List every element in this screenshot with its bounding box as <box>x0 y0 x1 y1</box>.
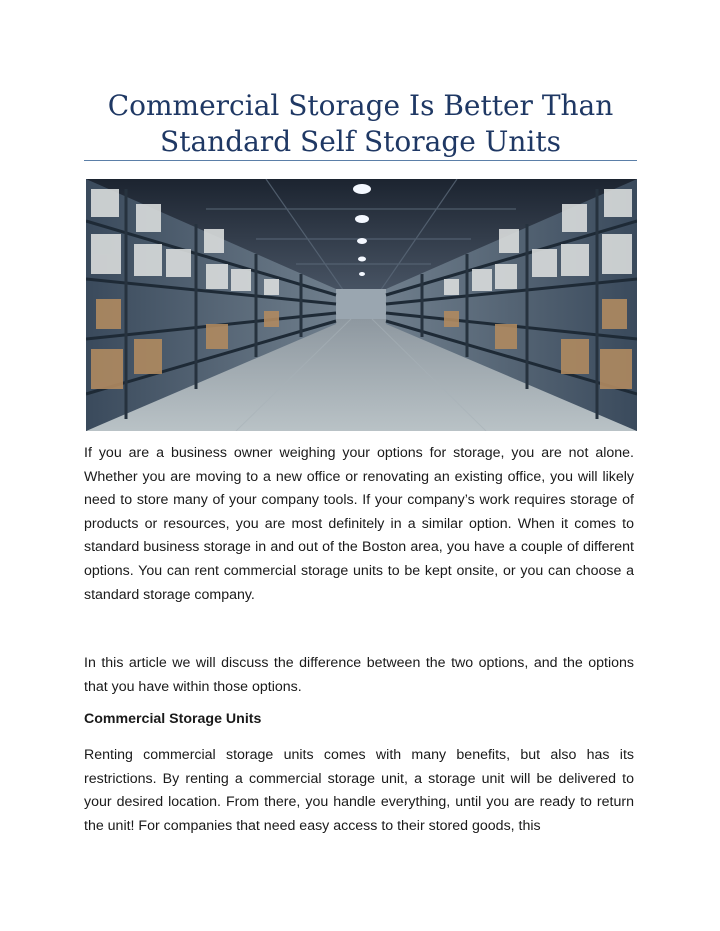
warehouse-aisle-photo <box>86 179 637 431</box>
title-divider <box>84 160 637 161</box>
document-title: Commercial Storage Is Better Than Standard Self Storage Units <box>107 89 614 158</box>
warehouse-illustration <box>86 179 637 431</box>
section-heading: Commercial Storage Units <box>84 711 262 727</box>
article-overview-paragraph: In this article we will discuss the difference between the two options, and the options that you have within those options. <box>84 655 634 695</box>
section-paragraph: Renting commercial storage units comes with many benefits, but also has its restrictions. By renting a commercial storage unit, a storage unit will be delivered to your desired location. From there, you handle everything, until you are ready to return the unit! For companies that need easy access to their stored goods, this <box>84 747 634 834</box>
intro-paragraph: If you are a business owner weighing your options for storage, you are not alone. Whether you are moving to a new office or renovating an existing office, you will likely need to store many of your company tools. If your company’s work requires storage of products or resources, you are most definitely in a similar option. When it comes to standard business storage in and out of the Boston area, you have a couple of different options. You can rent commercial storage units to be kept onsite, or you can choose a standard storage company. <box>84 445 634 603</box>
